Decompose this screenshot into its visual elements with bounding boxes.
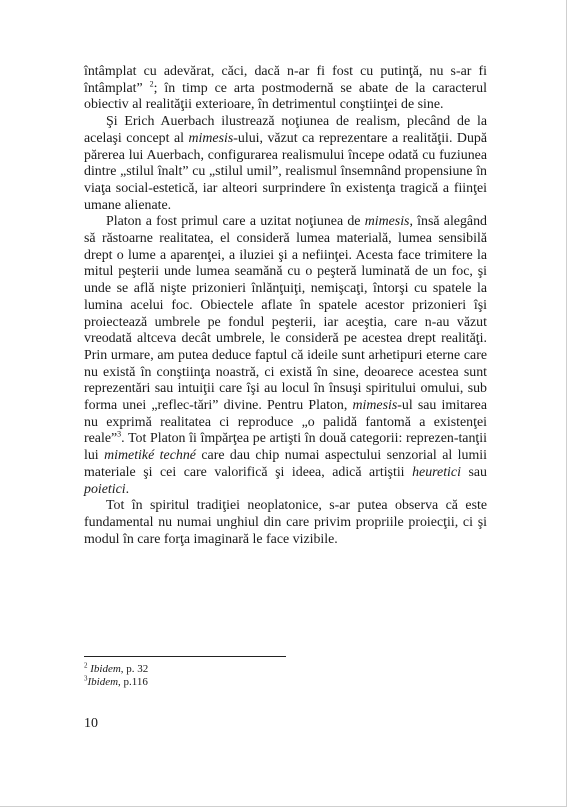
footnote xyxy=(84,676,384,689)
footnote-ref: 3 xyxy=(117,429,122,439)
footnote-ref: 2 xyxy=(84,661,88,670)
paragraph xyxy=(84,498,487,548)
italic-run: poietici xyxy=(84,481,126,497)
italic-run: mimetiké techné xyxy=(104,448,196,464)
text-run: Şi Erich Auerbach ilustrează noţiunea de realism, plecând de la acelaşi concept al xyxy=(84,114,487,146)
page-number: 10 xyxy=(84,716,98,731)
text-run: -ul sau imitarea nu exprimă realitatea ci reproduce „o palidă fantomă a existenţei reale” xyxy=(84,398,487,447)
text-run: Tot în spiritul tradiţiei neoplatonice, s-ar putea observa că este fundamental nu numai unghiul din care privim propriile proiecţii, ci şi modul în care forţa imaginară le face vizibile. xyxy=(84,498,487,547)
footnotes xyxy=(84,663,384,689)
italic-run: mimesis xyxy=(352,398,398,414)
text-run: Platon a fost primul care a uzitat noţiunea de xyxy=(106,214,365,230)
text-run: . Tot Platon îi împărţea pe artişti în două categorii: reprezen-tanţii lui xyxy=(84,431,487,464)
body-text xyxy=(84,64,487,548)
paragraph xyxy=(84,114,487,214)
text-run: , p.116 xyxy=(118,676,148,688)
text-run: -ului, văzut ca reprezentare a realităţii. După părerea lui Auerbach, configurarea realismului începe odată cu fuziunea dintre „stilul înalt” cu „stilul umil”, realismul însemnând propensiune în viaţa social-estetică, iar alteori surprindere în existenţa tragică a fiinţei umane alienate. xyxy=(84,130,487,213)
footnote-ref: 2 xyxy=(149,79,154,89)
italic-run: mimesis xyxy=(364,214,410,230)
text-run: ; în timp ce arta postmodernă se abate de la caracterul obiectiv al realităţii exterioare, în detrimentul conştiinţei de sine. xyxy=(84,80,487,113)
text-run: sau xyxy=(460,464,487,480)
italic-run: mimesis xyxy=(188,130,234,146)
footnote-separator xyxy=(84,656,286,657)
footnote-ref: 3 xyxy=(84,674,88,683)
text-run: , însă alegând să răstoarne realitatea, el consideră lumea materială, lumea sensibilă drept o lume a aparenţei, a iluziei şi a nefiinţei. Acesta face trimitere la mitul peşterii unde lumea seamănă cu o peşteră luminată de un foc, şi unde se află nişte prizonieri înlănţuiţi, nemişcaţi, întorşi cu spatele la lumina acelui foc. Obiectele aflate în spatele acestor prizonieri îşi proiectează umbrele pe fondul peşterii, iar aceştia, care n-au văzut vreodată altceva decât umbrele, le consideră pe acestea drept realităţi. Prin urmare, am putea deduce faptul că ideile sunt arhetipuri eterne care nu există în conştiinţa noastră, ci există în sine, deoarece acestea sunt reprezentări sau intuiţii care îşi au locul în însuşi spiritului omului, sub forma unei „reflec-tări” divine. Pentru Platon, xyxy=(84,214,487,414)
text-run: care dau chip numai aspectului senzorial al lumii materiale şi cei care valorifică şi ideea, adică artiştii xyxy=(84,448,488,480)
footnote xyxy=(84,663,384,676)
italic-run: heuretici xyxy=(412,464,461,480)
paragraph xyxy=(84,214,487,498)
text-run: întâmplat cu adevărat, căci, dacă n-ar fi fost cu putinţă, nu s-ar fi întâmplat” xyxy=(84,64,487,96)
italic-run: Ibidem xyxy=(90,663,121,675)
italic-run: Ibidem xyxy=(87,676,119,688)
text-run: , p. 32 xyxy=(120,663,149,675)
paragraph xyxy=(84,64,487,114)
text-run: . xyxy=(125,481,130,497)
